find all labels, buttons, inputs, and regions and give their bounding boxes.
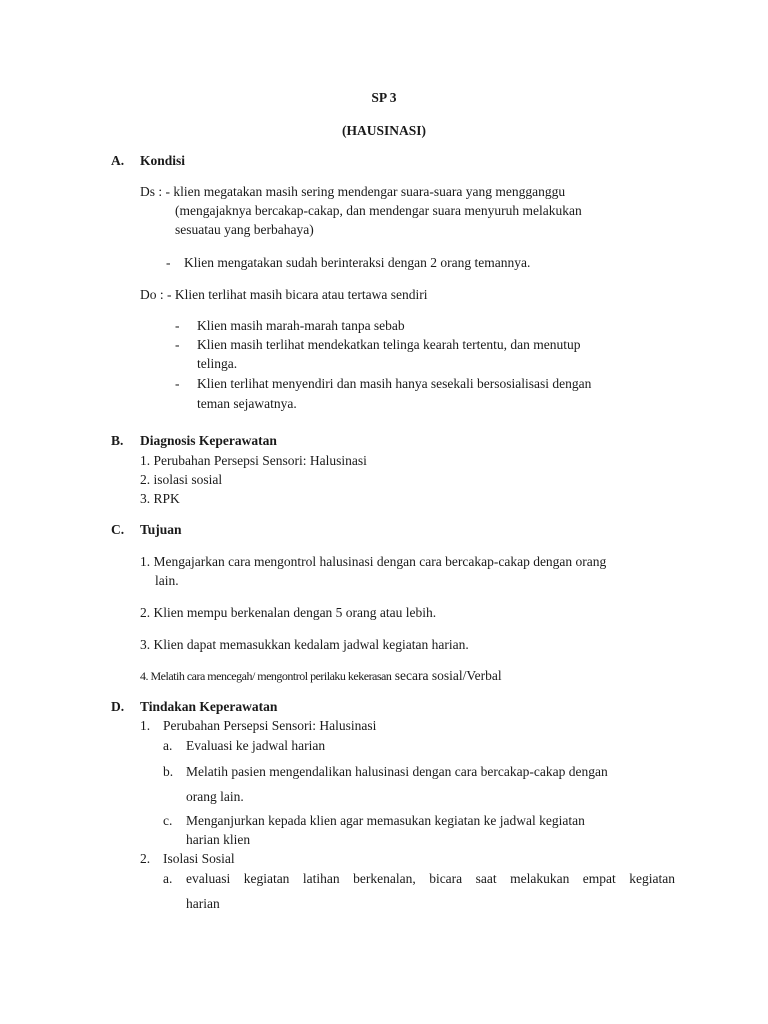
diagnosis-item: 3. RPK — [140, 491, 180, 506]
section-c-letter: C. — [111, 522, 125, 537]
action-2: Isolasi Sosial — [163, 851, 235, 866]
action-2a-letter: a. — [163, 871, 173, 886]
action-1b-line-2: orang lain. — [186, 789, 244, 804]
ds-line-3: sesuatau yang berbahaya) — [175, 222, 314, 237]
action-1c-letter: c. — [163, 813, 173, 828]
section-b-letter: B. — [111, 433, 124, 448]
ds-bullet-dash: - — [166, 255, 171, 270]
goal-3: 3. Klien dapat memasukkan kedalam jadwal kegiatan harian. — [140, 637, 469, 652]
action-2a-line-1: evaluasi kegiatan latihan berkenalan, bicara saat melakukan empat kegiatan — [186, 871, 675, 886]
goal-4 — [140, 666, 502, 686]
action-1a-letter: a. — [163, 738, 173, 753]
action-1c-line-2: harian klien — [186, 832, 251, 847]
action-1c-line-1: Menganjurkan kepada klien agar memasukan kegiatan ke jadwal kegiatan — [186, 813, 585, 828]
do-bullet-dash: - — [175, 376, 180, 391]
section-a-letter: A. — [111, 153, 125, 168]
section-a-heading: Kondisi — [140, 153, 186, 168]
goal-1-line-2: lain. — [155, 573, 179, 588]
section-d-letter: D. — [111, 699, 125, 714]
goal-4-suffix: secara sosial/Verbal — [391, 668, 502, 683]
do-line: Do : - Klien terlihat masih bicara atau tertawa sendiri — [140, 287, 428, 302]
section-d-heading: Tindakan Keperawatan — [140, 699, 278, 714]
action-1b-line-1: Melatih pasien mengendalikan halusinasi dengan cara bercakap-cakap dengan — [186, 764, 608, 779]
action-1: Perubahan Persepsi Sensori: Halusinasi — [163, 718, 377, 733]
goal-2: 2. Klien mempu berkenalan dengan 5 orang atau lebih. — [140, 605, 437, 620]
document-subtitle: (HAUSINASI) — [341, 123, 426, 138]
diagnosis-item: 1. Perubahan Persepsi Sensori: Halusinasi — [140, 453, 367, 468]
do-bullet-dash: - — [175, 337, 180, 352]
do-bullet-1: Klien masih marah-marah tanpa sebab — [197, 318, 405, 333]
action-2-number: 2. — [140, 851, 151, 866]
section-c-heading: Tujuan — [140, 522, 182, 537]
document-title: SP 3 — [371, 90, 397, 105]
section-b-heading: Diagnosis Keperawatan — [140, 433, 277, 448]
ds-bullet-2: Klien mengatakan sudah berinteraksi dengan 2 orang temannya. — [184, 255, 531, 270]
do-bullet-2-line-2: telinga. — [197, 356, 238, 371]
diagnosis-item: 2. isolasi sosial — [140, 472, 223, 487]
ds-line-2: (mengajaknya bercakap-cakap, dan mendengar suara menyuruh melakukan — [175, 203, 582, 218]
ds-line-1: Ds : - klien megatakan masih sering mendengar suara-suara yang mengganggu — [140, 184, 566, 199]
action-1b-letter: b. — [163, 764, 174, 779]
goal-1-line-1: 1. Mengajarkan cara mengontrol halusinasi dengan cara bercakap-cakap dengan orang — [140, 554, 607, 569]
action-2a-line-2: harian — [186, 896, 220, 911]
do-bullet-2-line-1: Klien masih terlihat mendekatkan telinga kearah tertentu, dan menutup — [197, 337, 581, 352]
do-bullet-3-line-1: Klien terlihat menyendiri dan masih hanya sesekali bersosialisasi dengan — [197, 376, 592, 391]
action-1-number: 1. — [140, 718, 151, 733]
do-bullet-3-line-2: teman sejawatnya. — [197, 396, 297, 411]
goal-4-prefix: 4. Melatih cara mencegah/ mengontrol perilaku kekerasan — [140, 669, 392, 683]
action-1a: Evaluasi ke jadwal harian — [186, 738, 326, 753]
do-bullet-dash: - — [175, 318, 180, 333]
